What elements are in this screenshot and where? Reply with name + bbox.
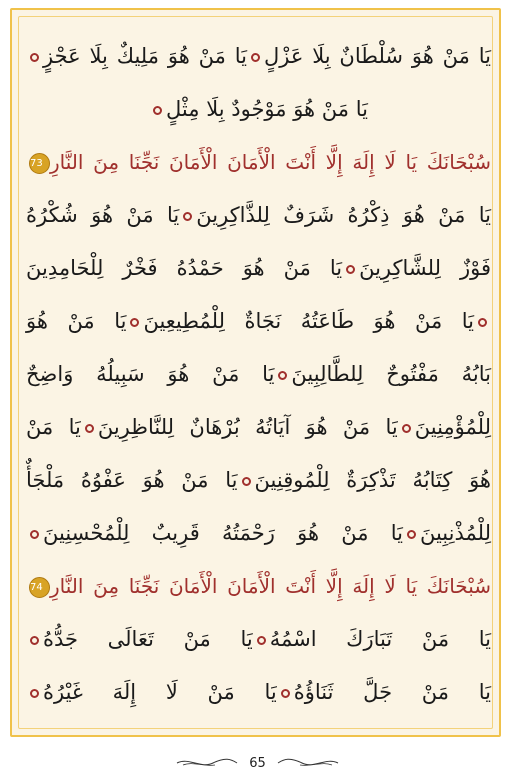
verse-segment: يَا مَنْ هُوَ ذِكْرُهُ شَرَفٌ لِلذَّاكِرِينَ xyxy=(196,203,491,227)
verse-segment: لِلْمُؤْمِنِينَ xyxy=(414,415,491,439)
verse-segment: فَوْزٌ لِلشَّاكِرِينَ xyxy=(359,256,491,280)
verse-segment: سُبْحَانَكَ يَا لَا إِلَهَ إِلَّا أَنْتَ الْأَمَانَ الْأَمَانَ نَجِّنَا مِنَ النَّارِ xyxy=(50,150,491,174)
text-line xyxy=(26,83,491,136)
verse-segment: يَا مَنْ هُوَ xyxy=(26,309,127,333)
refrain-line xyxy=(26,136,491,189)
verse-separator-icon xyxy=(346,265,355,274)
text-line xyxy=(26,30,491,83)
text-line xyxy=(26,189,491,242)
page-footer xyxy=(0,751,515,775)
verse-segment: هُوَ كِتَابُهُ تَذْكِرَةٌ لِلْمُوقِنِينَ xyxy=(254,468,492,492)
verse-separator-icon xyxy=(30,530,39,539)
text-line xyxy=(26,348,491,401)
verse-separator-icon xyxy=(30,53,39,62)
page-number: 65 xyxy=(249,755,266,771)
verse-separator-icon xyxy=(251,53,260,62)
verse-separator-icon xyxy=(85,424,94,433)
verse-separator-icon xyxy=(402,424,411,433)
verse-separator-icon xyxy=(478,318,487,327)
verse-segment: يَا مَنْ هُوَ سَبِيلُهُ وَاضِحٌ xyxy=(26,362,275,386)
section-number-badge: 73 xyxy=(29,153,50,174)
verse-segment: يَا مَنْ هُوَ آيَاتُهُ بُرْهَانٌ لِلنَّاظِرِينَ xyxy=(97,415,398,439)
verse-separator-icon xyxy=(30,689,39,698)
text-line xyxy=(26,454,491,507)
section-number-badge: 74 xyxy=(29,577,50,598)
verse-segment: يَا مَنْ هُوَ شُكْرُهُ xyxy=(26,203,180,227)
right-ornament-icon xyxy=(276,756,340,770)
verse-separator-icon xyxy=(281,689,290,698)
verse-segment: بَابُهُ مَفْتُوحٌ لِلطَّالِبِينَ xyxy=(291,362,491,386)
verse-separator-icon xyxy=(183,212,192,221)
verse-separator-icon xyxy=(242,477,251,486)
text-block xyxy=(26,30,491,719)
verse-segment: يَا مَنْ تَبَارَكَ اسْمُهُ xyxy=(269,627,491,651)
verse-segment: يَا مَنْ جَلَّ ثَنَاؤُهُ xyxy=(293,680,491,704)
text-line xyxy=(26,666,491,719)
left-ornament-icon xyxy=(175,756,239,770)
verse-segment: يَا مَنْ تَعَالَى جَدُّهُ xyxy=(43,627,253,651)
verse-separator-icon xyxy=(30,636,39,645)
verse-segment: سُبْحَانَكَ يَا لَا إِلَهَ إِلَّا أَنْتَ الْأَمَانَ الْأَمَانَ نَجِّنَا مِنَ النَّارِ xyxy=(50,574,491,598)
verse-separator-icon xyxy=(278,371,287,380)
verse-segment: لِلْمُذْنِبِينَ xyxy=(419,521,491,545)
verse-separator-icon xyxy=(130,318,139,327)
verse-separator-icon xyxy=(257,636,266,645)
verse-separator-icon xyxy=(153,106,162,115)
verse-segment: يَا مَنْ لَا إِلَهَ غَيْرُهُ xyxy=(43,680,277,704)
text-line xyxy=(26,242,491,295)
verse-segment: يَا مَنْ هُوَ سُلْطَانٌ بِلَا عَزْلٍ xyxy=(263,44,491,68)
verse-segment: يَا مَنْ هُوَ مَوْجُودٌ بِلَا مِثْلٍ xyxy=(166,97,368,121)
text-line xyxy=(26,401,491,454)
refrain-line xyxy=(26,560,491,613)
verse-separator-icon xyxy=(407,530,416,539)
verse-segment: يَا مَنْ هُوَ طَاعَتُهُ نَجَاةٌ لِلْمُطِيعِينَ xyxy=(143,309,474,333)
text-line xyxy=(26,613,491,666)
text-line xyxy=(26,295,491,348)
text-line xyxy=(26,507,491,560)
verse-segment: يَا مَنْ هُوَ عَفْوُهُ مَلْجَأٌ xyxy=(26,468,238,492)
verse-segment: يَا مَنْ هُوَ حَمْدُهُ فَخْرٌ لِلْحَامِدِينَ xyxy=(26,256,343,280)
verse-segment: يَا مَنْ هُوَ مَلِيكٌ بِلَا عَجْزٍ xyxy=(43,44,247,68)
verse-segment: يَا مَنْ xyxy=(26,415,81,439)
verse-segment: يَا مَنْ هُوَ رَحْمَتُهُ قَرِيبٌ لِلْمُحْسِنِينَ xyxy=(43,521,403,545)
